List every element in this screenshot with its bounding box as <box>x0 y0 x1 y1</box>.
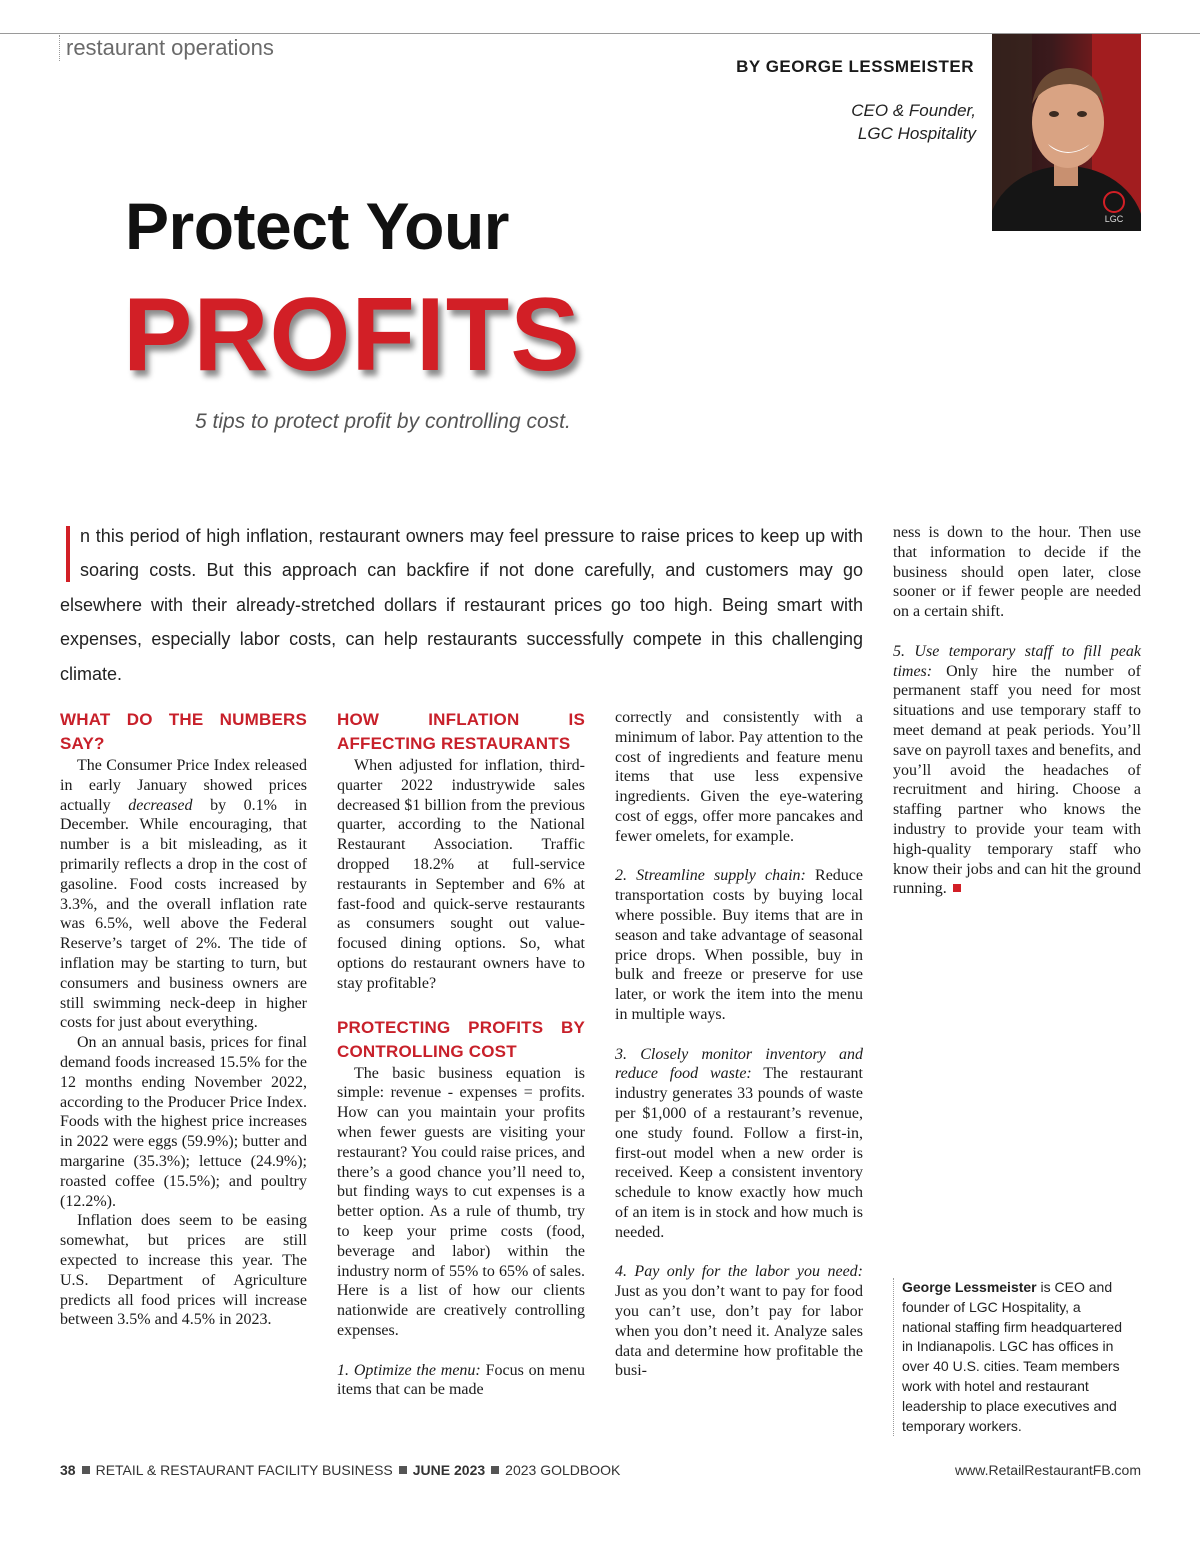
heading-protecting: PROTECTING PROFITS BY CONTROLLING COST <box>337 1017 585 1061</box>
tip-2 <box>615 866 863 1024</box>
heading-numbers: WHAT DO THE NUMBERS SAY? <box>60 710 307 753</box>
author-title <box>851 99 976 145</box>
intro-paragraph <box>60 519 863 691</box>
paragraph: Inflation does seem to be easing somewhat, but prices are still expected to increase this year. The U.S. Department of Agriculture predicts all food prices will increase between 3.5% and 4.5% in 2023. <box>60 1212 307 1329</box>
separator-icon <box>491 1466 499 1474</box>
paragraph: The basic business equation is simple: revenue - expenses = profits. How can you maintain your profits when fewer guests are visiting your restaurant? You could raise prices, and there’s a good chance you’ll need to, but finding ways to cut expenses is a better option. As a rule of thumb, try to keep your prime costs (food, beverage and labor) within the industry norm of 55% to 65% of sales. Here is a list of how our clients nationwide are creatively controlling expenses. <box>337 1064 585 1339</box>
emphasis: decreased <box>128 796 193 814</box>
issue-date: JUNE 2023 <box>412 1462 486 1478</box>
text: The Consumer Price Index released in early January showed prices actually <box>60 757 307 814</box>
footer-left <box>60 1462 620 1478</box>
author-company: LGC Hospitality <box>857 124 976 143</box>
headline-line1: Protect Your <box>125 189 509 263</box>
deck: 5 tips to protect profit by controlling cost. <box>195 410 571 433</box>
column-3 <box>615 708 863 1381</box>
tip-title: 4. Pay only for the labor you need: <box>615 1263 863 1281</box>
photo-logo: LGC <box>1104 214 1124 224</box>
text: by 0.1% in December. While encouraging, that number is a bit misleading, as it primarily reflects a drop in the cost of gasoline. Food costs increased by 3.3%, and the overall inflation rate was 6.5%, well above the Federal Reserve’s target of 2%. The tide of inflation may be starting to turn, but consumers and business owners are still swimming neck-deep in higher costs for just about everything. <box>60 796 307 1032</box>
page-number: 38 <box>60 1462 76 1478</box>
author-portrait <box>992 34 1141 231</box>
tip-5 <box>893 642 1141 899</box>
tip-text: Focus on menu items that can be made <box>337 1361 585 1399</box>
tip-title: 5. Use temporary staff to fill peak times: <box>893 642 1141 680</box>
end-mark-icon <box>953 884 961 892</box>
tip-4 <box>615 1262 863 1381</box>
page-footer <box>60 1462 1141 1478</box>
paragraph: On an annual basis, prices for final demand foods increased 15.5% for the 12 months ending November 2022, according to the Producer Price Index. Foods with the highest price increases in 2022 were eggs (59.9%); butter and margarine (35.3%); lettuce (24.9%); roasted coffee (15.5%); and poultry (12.2%). <box>60 1034 307 1210</box>
tip-text: Just as you don’t want to pay for food you can’t use, don’t pay for labor when you don’t need it. Analyze sales data and determine how profitable the busi- <box>615 1283 863 1380</box>
tip-1 <box>337 1361 585 1401</box>
section-label: restaurant operations <box>59 35 274 61</box>
heading-inflation: HOW INFLATION IS AFFECTING RESTAURANTS <box>337 710 585 753</box>
edition: 2023 GOLDBOOK <box>505 1462 621 1478</box>
paragraph: ness is down to the hour. Then use that information to decide if the business should open later, close sooner or if fewer people are needed on a certain shift. <box>893 524 1141 621</box>
publication-name: RETAIL & RESTAURANT FACILITY BUSINESS <box>95 1462 393 1478</box>
bio-text: is CEO and founder of LGC Hospitality, a national staffing firm headquartered in Indianapolis. LGC has offices in over 40 U.S. cities. Team members work with hotel and restaurant leadership to place executives and temporary workers. <box>902 1279 1122 1434</box>
column-2 <box>337 708 585 1400</box>
tip-3 <box>615 1045 863 1243</box>
bio-name: George Lessmeister <box>902 1279 1037 1295</box>
author-bio <box>893 1278 1130 1436</box>
tip-title: 3. Closely monitor inventory and reduce food waste: <box>615 1045 863 1083</box>
dropcap-bar <box>66 526 70 582</box>
column-4 <box>893 523 1141 899</box>
author-photo <box>992 34 1141 231</box>
tip-text: Only hire the number of permanent staff you need for most situations and use temporary staff to meet demand at peak periods. You’ll save on payroll taxes and benefits, and you’ll avoid the headaches of recruitment and hiring. Choose a staffing partner who knows the industry to provide your team with high-quality temporary staff who know their jobs and can hit the ground running. <box>893 662 1141 898</box>
paragraph: correctly and consistently with a minimum of labor. Pay attention to the cost of ingredients and feature menu items that use less expensive ingredients. Given the eye-watering cost of eggs, offer more pancakes and fewer omelets, for example. <box>615 709 863 845</box>
paragraph <box>60 756 307 1033</box>
headline-line2: PROFITS <box>123 277 581 393</box>
column-1 <box>60 708 307 1330</box>
tip-title: 1. Optimize the menu: <box>337 1361 481 1379</box>
separator-icon <box>399 1466 407 1474</box>
paragraph: When adjusted for inflation, third-quarter 2022 industrywide sales decreased $1 billion from the previous quarter, according to the National Restaurant Association. Traffic dropped 18.2% at full-service restaurants in September and 6% at fast-food and quick-serve restaurants as consumers sought out value-focused dining options. So, what options do restaurant owners have to stay profitable? <box>337 757 585 992</box>
intro-text: n this period of high inflation, restaurant owners may feel pressure to raise prices to keep up with soaring costs. But this approach can backfire if not done carefully, and customers may go elsewhere with their already-stretched dollars if restaurant prices go too high. Being smart with expenses, especially labor costs, can help restaurants successfully compete in this challenging climate. <box>60 526 863 684</box>
tip-title: 2. Streamline supply chain: <box>615 867 806 885</box>
footer-url[interactable]: www.RetailRestaurantFB.com <box>955 1462 1141 1478</box>
author-role: CEO & Founder, <box>851 101 976 120</box>
tip-text: Reduce transportation costs by buying local where possible. Buy items that are in season and take advantage of seasonal price drops. When possible, buy in bulk and freeze or preserve for use later, or work the item into the menu in multiple ways. <box>615 867 863 1023</box>
tip-text: The restaurant industry generates 33 pounds of waste per $1,000 of a restaurant’s revenue, one study found. Follow a first-in, first-out model when a new order is received. Keep a consistent inventory schedule to know exactly how much of an item is in stock and how much is needed. <box>615 1065 863 1241</box>
byline: BY GEORGE LESSMEISTER <box>736 57 974 76</box>
separator-icon <box>82 1466 90 1474</box>
